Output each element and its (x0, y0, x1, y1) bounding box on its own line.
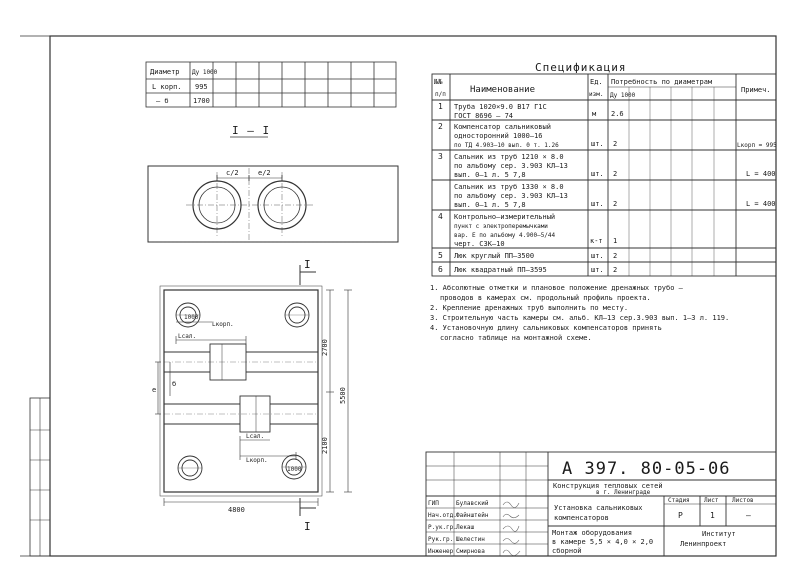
dim-table-value-b: 1700 (193, 97, 210, 105)
spec-row-note: Lкорп = 995 (737, 142, 777, 149)
spec-header-need-sub: Ду 1000 (610, 92, 636, 99)
spec-row-line: Сальник из труб 1210 × 8.0 (454, 153, 564, 161)
dim-4800: 4800 (228, 506, 245, 514)
drawing-title-line: в камере 5,5 × 4,0 × 2,0 (552, 538, 654, 546)
dim-table-label-lkorp: L корп. (152, 83, 182, 91)
spec-row-note: L = 400 (746, 170, 776, 178)
spec-row-unit: шт. (591, 200, 604, 208)
spec-row-num: 4 (438, 212, 443, 221)
label-b: б (172, 380, 177, 388)
spec-row-unit: шт. (591, 266, 604, 274)
role-label: Р.ук.гр. (428, 524, 457, 531)
label-1000-bottom: 1000 (287, 466, 302, 473)
drawing-title-line: Монтаж оборудования (552, 529, 633, 537)
person-name: Файнштейн (456, 512, 489, 519)
spec-row-unit: шт. (591, 252, 604, 260)
spec-row-qty: 2 (613, 200, 618, 208)
label-lsal-bottom: Lсал. (246, 433, 265, 440)
person-name: Булавский (456, 500, 489, 507)
spec-row-num: 2 (438, 122, 443, 131)
label-lkorp-top: Lкорп. (212, 321, 234, 328)
spec-row-qty: 2 (613, 252, 618, 260)
spec-header-name: Наименование (470, 85, 536, 95)
person-name: Лекаш (456, 524, 475, 531)
person-name: Смирнова (456, 548, 485, 555)
spec-row-line: вып. 0–1 л. 5 7,8 (454, 171, 526, 179)
sheets-header: Листов (732, 497, 754, 504)
role-label: Рук.гр. (428, 536, 454, 543)
section-mark-bottom: I (304, 520, 312, 533)
person-name: Шелестин (456, 536, 485, 543)
sheet-value: 1 (710, 511, 715, 520)
note-line: 3. Строительную часть камеры см. альб. КЛ–13 сер.3.903 вып. 1–3 л. 119. (430, 314, 730, 322)
spec-row-line: по альбому сер. 3.903 КЛ–13 (454, 192, 568, 200)
role-label: Инженер (428, 548, 454, 555)
org-name: Ленинпроект (680, 540, 727, 548)
spec-row-num: 1 (438, 102, 443, 111)
note-line: 2. Крепление дренажных труб выполнить по месту. (430, 304, 629, 312)
spec-row-unit: к-т (590, 237, 603, 245)
spec-row-line: Сальник из труб 1330 × 8.0 (454, 183, 564, 191)
spec-row-line: по альбому сер. 3.903 КЛ–13 (454, 162, 568, 170)
spec-header-num-sub: п/п (435, 91, 446, 98)
dim-table-label-b: – б (156, 97, 169, 105)
org-name: Институт (702, 530, 736, 538)
dim-table-header-du: Ду 1000 (192, 69, 218, 76)
stage-value: Р (678, 511, 683, 520)
spec-row-line: по ТД 4.903–10 вып. 0 т. 1.26 (454, 142, 559, 149)
sheet-title-line: компенсаторов (554, 514, 609, 522)
spec-row-line: односторонний 1000–16 (454, 132, 543, 140)
spec-row (438, 251, 617, 260)
spec-row-qty: 1 (613, 237, 618, 245)
spec-row-line: Люк круглый ПП–3500 (454, 252, 535, 260)
spec-row-line: Компенсатор сальниковый (454, 123, 551, 131)
spec-row-note: L = 400 (746, 200, 776, 208)
spec-title: Спецификация (535, 61, 627, 74)
spec-row-qty: 2.6 (611, 110, 624, 118)
label-e2: е/2 (258, 169, 271, 177)
dim-table-header-diameter: Диаметр (150, 68, 180, 76)
sheet-title-line: Установка сальниковых (554, 504, 643, 512)
label-c2: с/2 (226, 169, 239, 177)
sheets-value: – (746, 511, 751, 520)
sheet-header: Лист (704, 497, 719, 504)
spec-row-line: Контрольно–измерительный (454, 213, 556, 221)
role-label: Нач.отд. (428, 512, 457, 519)
spec-row-line: вар. Е по альбому 4.900–5/44 (454, 232, 556, 239)
spec-row-line: пункт с электроперемычками (454, 223, 548, 230)
label-e: е (152, 386, 157, 394)
drawing-title-line: сборной (552, 547, 582, 555)
dim-table-value-lkorp: 995 (195, 83, 208, 91)
spec-row-num: 5 (438, 251, 443, 260)
spec-row-line: вып. 0–1 л. 5 7,8 (454, 201, 526, 209)
spec-row-line: Труба 1020×9.0 В17 Г1С (454, 103, 547, 111)
spec-row-qty: 2 (613, 170, 618, 178)
note-line: 1. Абсолютные отметки и плановое положение дренажных трубо – (430, 284, 683, 292)
spec-row-unit: шт. (591, 140, 604, 148)
spec-header-note: Примеч. (741, 86, 771, 94)
spec-row-qty: 2 (613, 266, 618, 274)
label-lkorp-bottom: Lкорп. (246, 457, 268, 464)
dim-5500: 5500 (339, 387, 347, 404)
spec-row-line: Люк квадратный ПП–3595 (454, 266, 547, 274)
spec-row-num: 3 (438, 152, 443, 161)
section-mark-top: I (304, 258, 312, 271)
spec-row-unit: шт. (591, 170, 604, 178)
spec-header-need: Потребность по диаметрам (611, 78, 713, 86)
spec-header-unit: Ед. (590, 78, 603, 86)
note-line: согласно таблице на монтажной схеме. (440, 334, 592, 342)
spec-row-line: ГОСТ 8696 – 74 (454, 112, 514, 120)
label-lsal-top: Lсал. (178, 333, 197, 340)
spec-row-unit: м (592, 110, 597, 118)
project-name: Конструкция тепловых сетей (553, 482, 663, 490)
note-line: 4. Установочную длину сальниковых компенсаторов принять (430, 324, 662, 332)
section-label: I – I (232, 124, 271, 137)
drawing-code: А 397. 80-05-06 (562, 459, 731, 479)
spec-header-unit-sub: изм. (589, 91, 604, 98)
spec-row-qty: 2 (613, 140, 618, 148)
stage-header: Стадия (668, 497, 690, 504)
project-city: в г. Ленинграде (596, 489, 651, 496)
spec-row-num: 6 (438, 265, 443, 274)
label-1000-top: 1000 (184, 314, 199, 321)
dim-2100: 2100 (321, 437, 329, 454)
dim-2700: 2700 (321, 339, 329, 356)
note-line: проводов в камерах см. продольный профиль проекта. (440, 294, 651, 302)
spec-header-num: №№ (434, 78, 443, 86)
role-label: ГИП (428, 500, 439, 507)
spec-row-line: черт. СЗК–10 (454, 240, 505, 248)
spec-row (438, 265, 617, 274)
